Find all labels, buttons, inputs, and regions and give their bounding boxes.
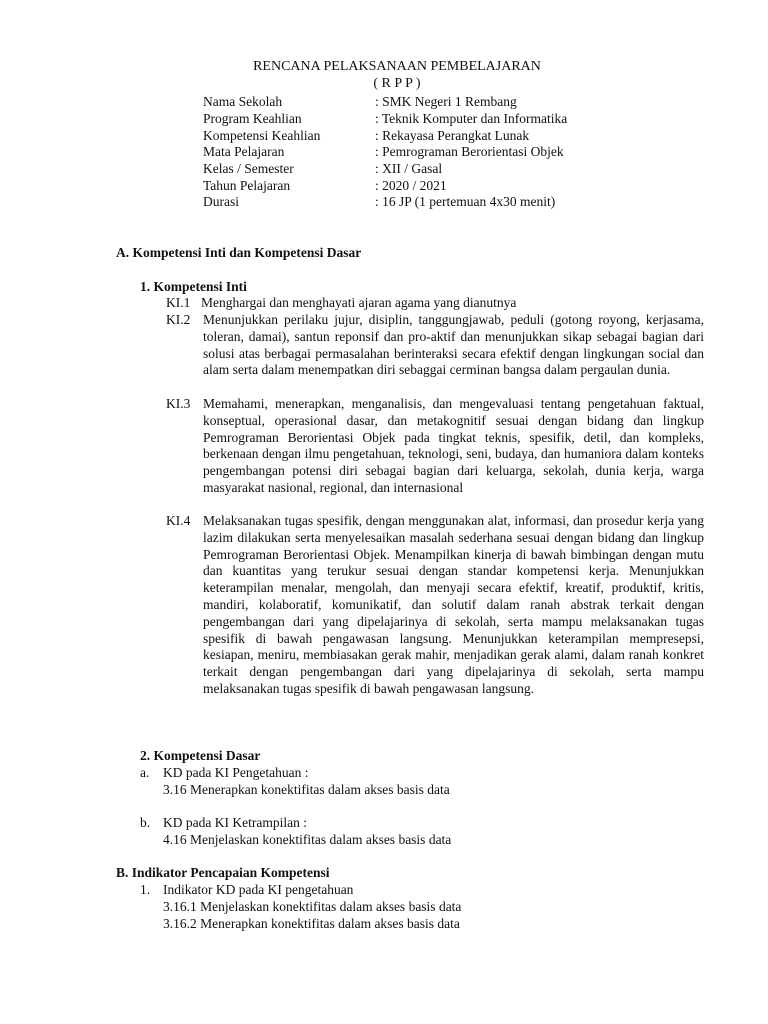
ki-heading: 1. Kompetensi Inti bbox=[140, 279, 247, 294]
section-b-heading: B. Indikator Pencapaian Kompetensi bbox=[116, 865, 330, 880]
kd-label: KD pada KI Ketrampilan : bbox=[163, 815, 307, 830]
identity-label: Tahun Pelajaran bbox=[203, 178, 291, 193]
identity-label: Mata Pelajaran bbox=[203, 144, 285, 159]
identity-value: : XII / Gasal bbox=[375, 161, 443, 176]
ki-code: KI.4 bbox=[166, 513, 191, 528]
identity-value: : SMK Negeri 1 Rembang bbox=[375, 94, 517, 109]
document-title: RENCANA PELAKSANAAN PEMBELAJARAN bbox=[253, 59, 541, 74]
ki-item bbox=[166, 312, 704, 379]
identity-label: Program Keahlian bbox=[203, 111, 302, 126]
ki-item bbox=[166, 513, 704, 698]
ki-text: Memahami, menerapkan, menganalisis, dan mengevaluasi tentang pengetahuan faktual, konseptual, operasional dasar, dan metakognitif sesuai dengan bidang dan lingkup Pemrograman Berorientasi Objek pada tingkat teknis, spesifik, detil, dan kompleks, berkenaan dengan ilmu pengetahuan, teknologi, seni, budaya, dan humaniora dalam konteks pengembangan potensi diri sebagai bagian dari keluarga, sekolah, dunia kerja, warga masyarakat nasional, regional, dan internasional bbox=[203, 396, 704, 495]
identity-label: Durasi bbox=[203, 194, 239, 209]
ki-code: KI.2 bbox=[166, 312, 191, 327]
identity-value: : 2020 / 2021 bbox=[375, 178, 447, 193]
section-a-heading: A. Kompetensi Inti dan Kompetensi Dasar bbox=[116, 245, 362, 260]
identity-label: Nama Sekolah bbox=[203, 94, 283, 109]
kd-item: 3.16 Menerapkan konektifitas dalam akses basis data bbox=[163, 782, 450, 797]
ki-text: Menghargai dan menghayati ajaran agama yang dianutnya bbox=[201, 295, 517, 310]
ki-text: Menunjukkan perilaku jujur, disiplin, tanggungjawab, peduli (gotong royong, kerjasama, toleran, damai), santun reponsif dan pro-aktif dan menunjukkan sikap sebagai bagian dari solusi atas berbagai permasalahan berinteraksi secara efektif dengan lingkungan social dan alam serta dalam menempatkan diri sebaggai cerminan bangsa dalam pergaulan dunia. bbox=[203, 312, 704, 378]
identity-value: : Rekayasa Perangkat Lunak bbox=[375, 128, 530, 143]
ki-code: KI.1 bbox=[166, 295, 191, 310]
ki-code: KI.3 bbox=[166, 396, 191, 411]
identity-value: : 16 JP (1 pertemuan 4x30 menit) bbox=[375, 194, 556, 209]
kd-heading: 2. Kompetensi Dasar bbox=[140, 748, 261, 763]
identity-label: Kelas / Semester bbox=[203, 161, 294, 176]
kd-item: 4.16 Menjelaskan konektifitas dalam akses basis data bbox=[163, 832, 452, 847]
identity-label: Kompetensi Keahlian bbox=[203, 128, 321, 143]
indicator-label: Indikator KD pada KI pengetahuan bbox=[163, 882, 354, 897]
kd-letter: a. bbox=[140, 765, 150, 780]
indicator-item: 3.16.1 Menjelaskan konektifitas dalam akses basis data bbox=[163, 899, 462, 914]
indicator-item: 3.16.2 Menerapkan konektifitas dalam akses basis data bbox=[163, 916, 460, 931]
ki-item bbox=[166, 295, 704, 312]
kd-letter: b. bbox=[140, 815, 151, 830]
document-subtitle: ( R P P ) bbox=[373, 76, 421, 91]
identity-value: : Teknik Komputer dan Informatika bbox=[375, 111, 568, 126]
indicator-number: 1. bbox=[140, 882, 151, 897]
ki-text: Melaksanakan tugas spesifik, dengan menggunakan alat, informasi, dan prosedur kerja yang lazim dilakukan serta menyelesaikan masalah sederhana sesuai dengan bidang dan lingkup Pemrograman Berorientasi Objek. Menampilkan kinerja di bawah bimbingan dengan mutu dan kuantitas yang terukur sesuai dengan standar kompetensi kerja. Menunjukkan keterampilan menalar, mengolah, dan menyaji secara efektif, kreatif, produktif, kritis, mandiri, kolaboratif, komunikatif, dan solutif dalam ranah abstrak terkait dengan pengembangan dari yang dipelajarinya di sekolah, serta mampu melaksanakan tugas spesifik di bawah pengawasan langsung. Menunjukkan keterampilan mempresepsi, kesiapan, meniru, membiasakan gerak mahir, menjadikan gerak alami, dalam ranah konkret terkait dengan pengembangan dari yang dipelajarinya di sekolah, serta mampu melaksanakan tugas spesifik di bawah pengawasan langsung. bbox=[203, 513, 704, 696]
identity-value: : Pemrograman Berorientasi Objek bbox=[375, 144, 564, 159]
ki-item bbox=[166, 396, 704, 497]
kd-label: KD pada KI Pengetahuan : bbox=[163, 765, 309, 780]
